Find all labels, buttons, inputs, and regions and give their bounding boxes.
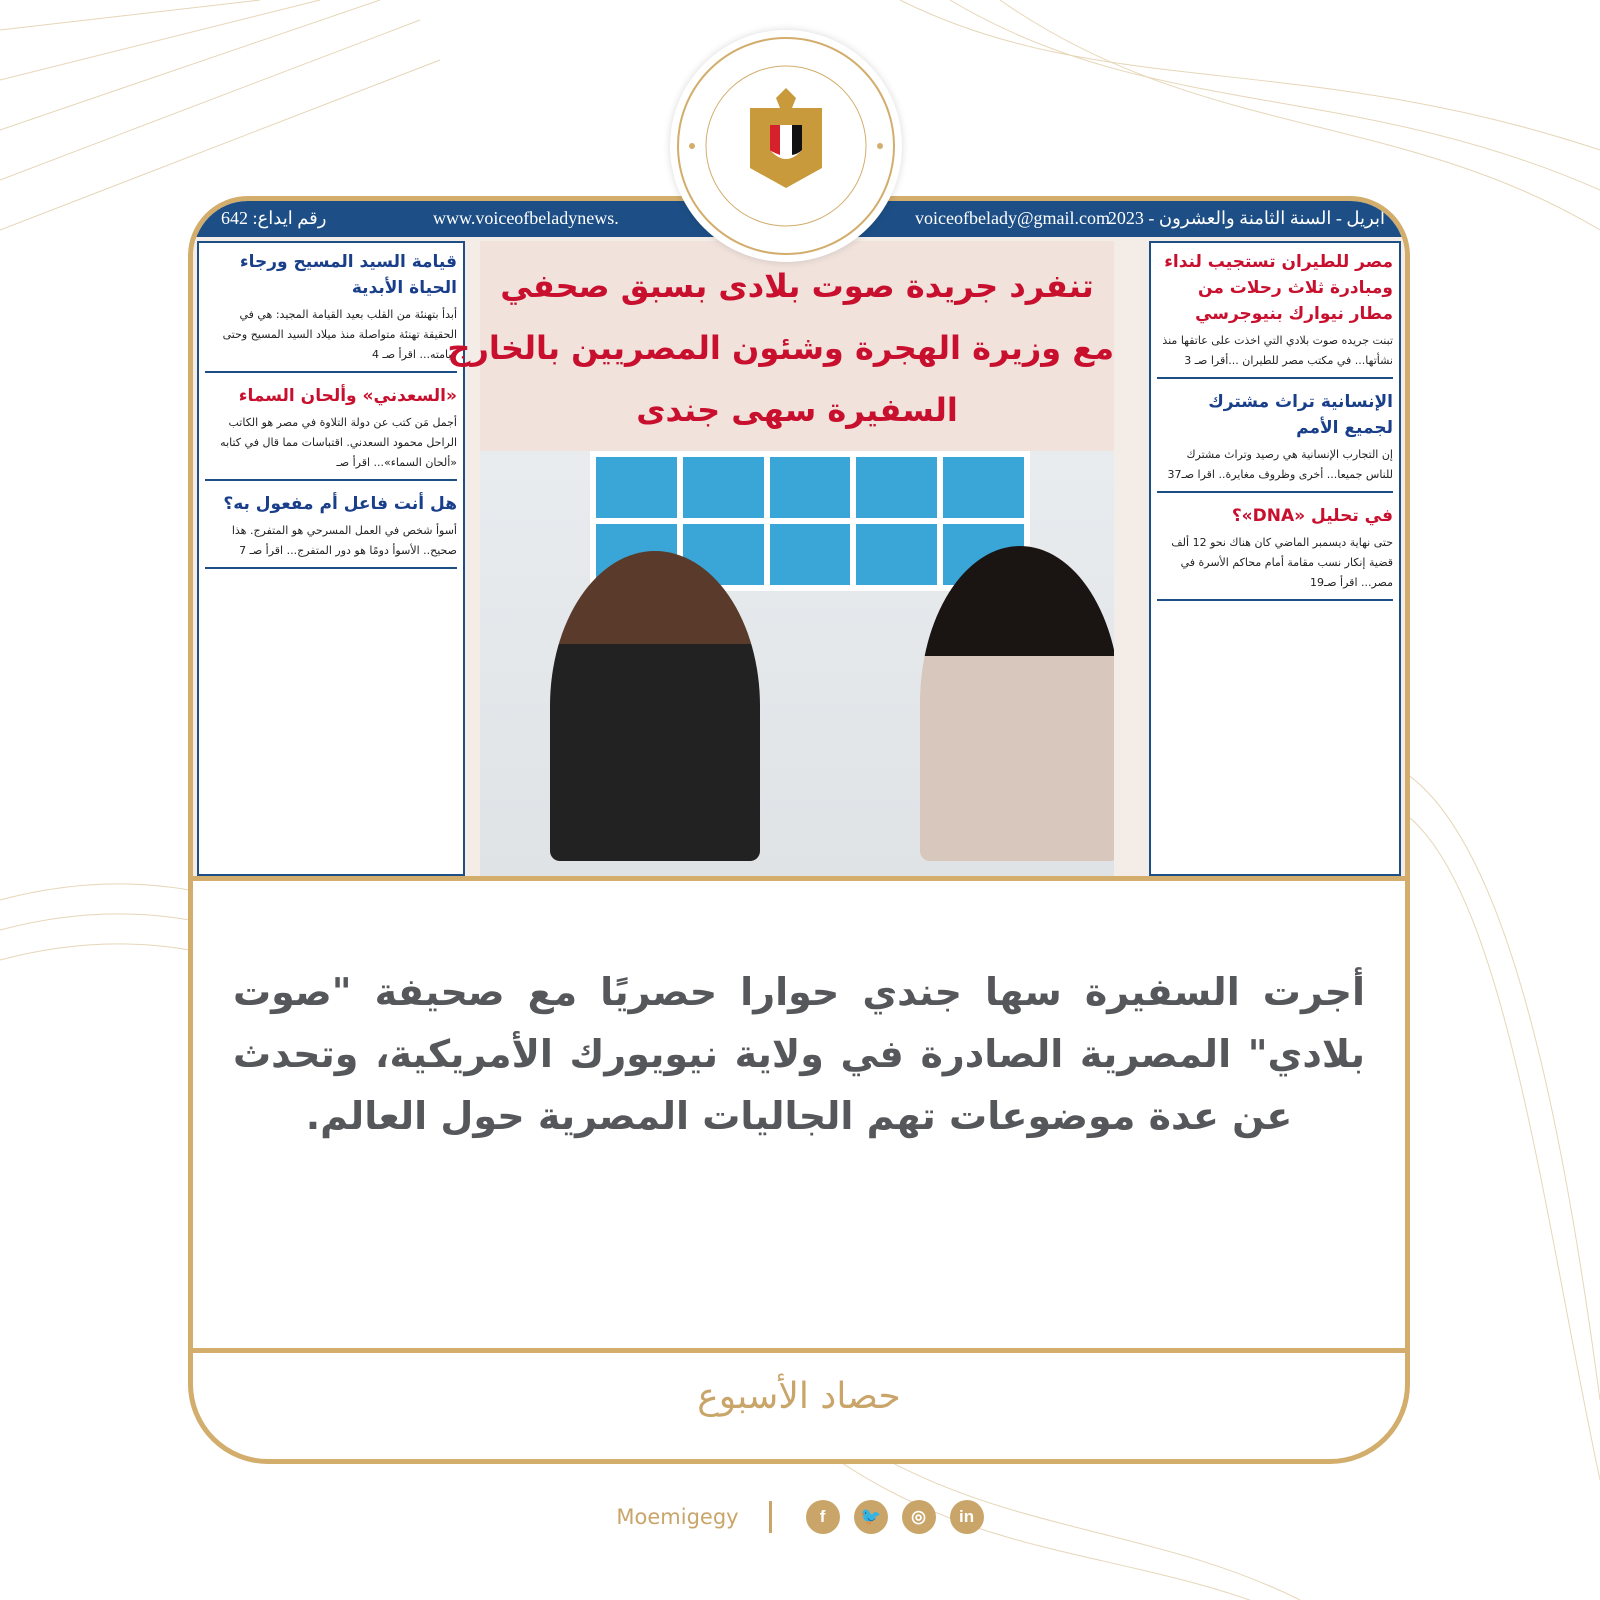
newspaper-image	[193, 201, 1405, 876]
divider	[193, 1348, 1405, 1353]
separator	[769, 1501, 772, 1533]
article-title: الإنسانية تراث مشترك لجميع الأمم	[1208, 392, 1393, 438]
website: www.voiceofbeladynews.	[433, 208, 619, 228]
person-right	[920, 546, 1114, 861]
main-headline	[447, 241, 1114, 451]
headline-line: تنفرد جريدة صوت بلادى بسبق صحفي	[500, 267, 1094, 305]
article-title: «السعدني» وألحان السماء	[238, 386, 457, 406]
article-title: هل أنت فاعل أم مفعول به؟	[223, 494, 457, 514]
left-column	[197, 241, 465, 876]
article-body: إن التجارب الإنسانية هي رصيد وتراث مشترك للناس جميعا... أخرى وظروف مغايرة.. اقرا صـ37	[1157, 445, 1393, 493]
article-body: أجمل مَن كتب عن دولة التلاوة في مصر هو الكاتب الراحل محمود السعدني. اقتباسات مما قال في كتابه «ألحان السماء»... اقرأ صـ	[205, 413, 457, 481]
article-body: تبنت جريده صوت بلادي التي اخذت على عاتقها منذ نشأتها... في مكتب مصر للطيران ...أقرا صـ 3	[1157, 331, 1393, 379]
headline-line: مع وزيرة الهجرة وشئون المصريين بالخارج	[447, 329, 1114, 367]
post-card	[188, 196, 1410, 1464]
article-body: حتى نهاية ديسمبر الماضي كان هناك نحو 12 ألف قضية إنكار نسب مقامة أمام محاكم الأسرة في مصر... اقرأ صـ19	[1157, 533, 1393, 601]
article-title: في تحليل «DNA»؟	[1231, 506, 1393, 526]
issue-date: 2023 - ابريل - السنة الثامنة والعشرون	[1107, 208, 1385, 228]
right-column	[1149, 241, 1401, 876]
headline-line: السفيرة سهى جندى	[636, 391, 958, 429]
instagram-icon[interactable]: ◎	[902, 1500, 936, 1534]
person-left	[550, 551, 760, 861]
article-body: أسوأ شخص في العمل المسرحي هو المتفرج. هذا صحيح.. الأسوأ دومًا هو دور المتفرج... اقرأ صـ 7	[205, 521, 457, 569]
linkedin-icon[interactable]: in	[950, 1500, 984, 1534]
post-caption: أجرت السفيرة سها جندي حوارا حصريًا مع صحيفة "صوت بلادي" المصرية الصادرة في ولاية نيويورك الأمريكية، وتحدث عن عدة موضوعات تهم الجاليات المصرية حول العالم.	[233, 970, 1365, 1138]
social-handle: Moemigegy	[616, 1505, 739, 1529]
article-body: أبدأ بتهنئة من القلب بعيد القيامة المجيد: هي في الحقيقة تهنئة متواصلة منذ ميلاد السيد المسيح وحتى قيامته... اقرأ صـ 4	[205, 305, 457, 373]
article-title: قيامة السيد المسيح ورجاء الحياة الأبدية	[239, 252, 457, 298]
email: voiceofbelady@gmail.com	[915, 208, 1111, 228]
footer	[0, 1500, 1600, 1534]
ministry-logo	[670, 30, 902, 262]
divider	[193, 876, 1405, 881]
egypt-eagle-emblem-icon	[670, 30, 902, 262]
main-story	[447, 241, 1114, 876]
facebook-icon[interactable]: f	[806, 1500, 840, 1534]
deposit-number: رقم ايداع: 642	[221, 208, 327, 228]
article-title: مصر للطيران تستجيب لنداء ومبادرة ثلاث رحلات من مطار نيوارك بنيوجرسي	[1164, 252, 1393, 324]
section-title: حصاد الأسبوع	[697, 1376, 901, 1417]
interview-photo	[480, 451, 1114, 876]
twitter-icon[interactable]: 🐦	[854, 1500, 888, 1534]
